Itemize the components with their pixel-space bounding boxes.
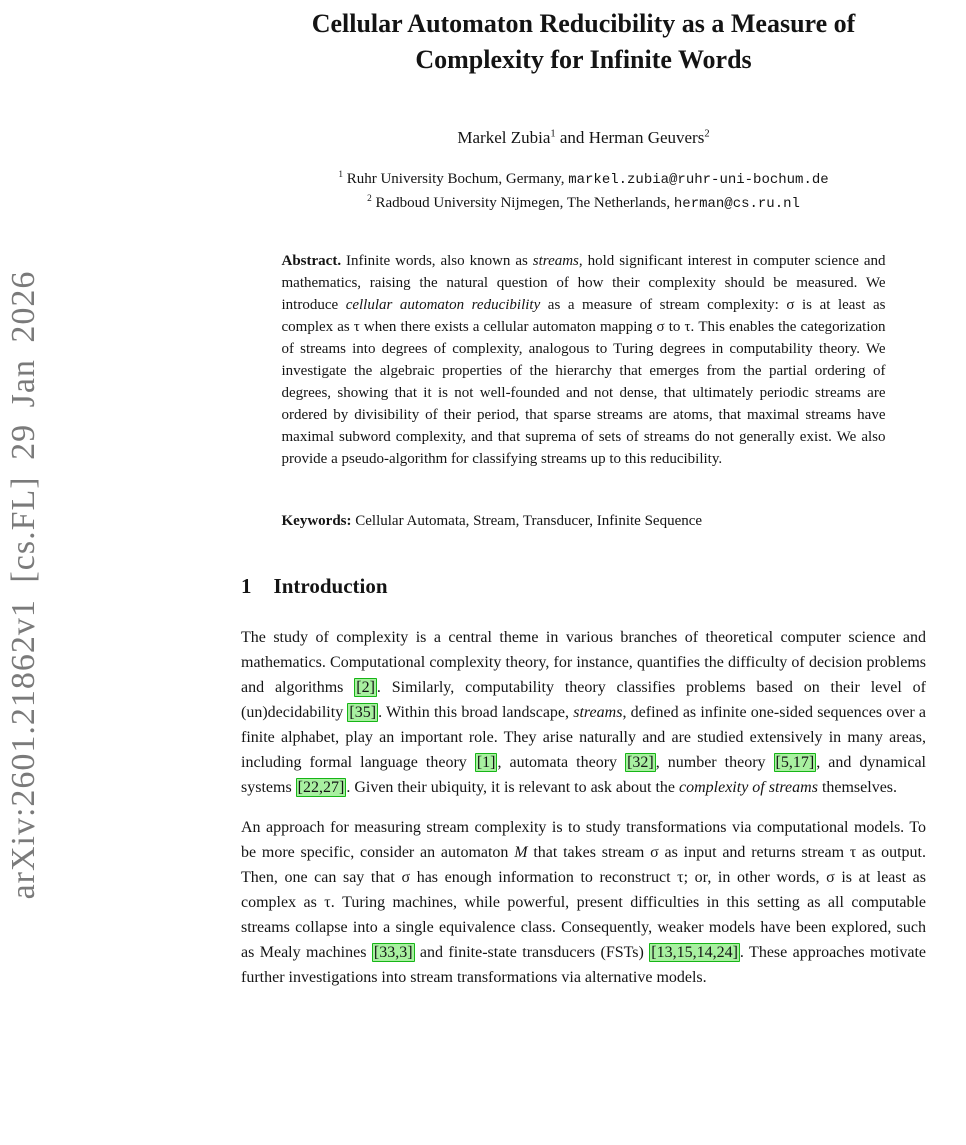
text-run-emphasis: streams [573, 704, 623, 721]
section-title: Introduction [273, 574, 388, 598]
keywords-label: Keywords: [281, 513, 352, 529]
affiliation-2 [241, 192, 926, 216]
keywords-line [282, 510, 886, 532]
text-run: as a measure of stream complexity: σ is at least as complex as τ when there exists a cellular automaton mapping σ to τ. This enables the categorization of streams into degrees of complexity, analogous to Turing degrees in computability theory. We investigate the algebraic properties of the hierarchy that emerges from the partial ordering of degrees, showing that it is not well-founded and not dense, that ultimately periodic streams are ordered by divisibility of their period, that sparse streams are atoms, that maximal streams have maximal subword complexity, and that suprema of sets of streams do not generally exist. We also provide a pseudo-algorithm for classifying streams up to this reducibility. [281, 297, 886, 467]
affiliation-1-email: markel.zubia@ruhr-uni-bochum.de [568, 172, 829, 188]
author-1-name: Markel Zubia [457, 128, 551, 147]
citation-link[interactable]: [2] [356, 679, 375, 696]
text-run-emphasis: cellular automaton reducibility [345, 297, 541, 313]
text-run: . Given their ubiquity, it is relevant to ask about the [346, 779, 679, 796]
affiliation-1 [241, 168, 926, 192]
text-run-emphasis: complexity of streams [679, 779, 818, 796]
title-line-1: Cellular Automaton Reducibility as a Measure of [311, 9, 856, 38]
affiliation-2-email: herman@cs.ru.nl [673, 196, 800, 212]
text-run: and finite-state transducers (FSTs) [414, 944, 650, 961]
text-run: . Within this broad landscape, [378, 704, 574, 721]
text-run: , and dynamical systems [241, 754, 926, 796]
affiliation-2-text: Radboud University Nijmegen, The Netherlands, [375, 195, 674, 211]
text-run: themselves. [817, 779, 898, 796]
text-run: , number theory [655, 754, 774, 771]
citation-link[interactable]: [5,17] [775, 754, 815, 771]
paper-title [241, 6, 926, 78]
citation-link[interactable]: [1] [476, 754, 496, 771]
affiliation-1-text: Ruhr University Bochum, Germany, [346, 171, 569, 187]
abstract [282, 250, 886, 470]
intro-paragraph-2 [241, 815, 926, 990]
citation-link[interactable]: [13,15,14,24] [651, 944, 738, 961]
authors-separator: and [555, 128, 589, 147]
arxiv-watermark: arXiv:2601.21862v1 [cs.FL] 29 Jan 2026 [5, 270, 42, 900]
text-run: Infinite words, also known as [341, 253, 533, 269]
keywords-text: Cellular Automata, Stream, Transducer, Infinite Sequence [351, 513, 703, 529]
text-run: The study of complexity is a central theme in various branches of theoretical computer science and mathematics. Computational complexity theory, for instance, quantifies the difficulty of decision problems and algorithms [241, 629, 926, 696]
affiliation-2-marker: 2 [367, 194, 372, 204]
title-line-2: Complexity for Infinite Words [415, 45, 752, 74]
text-run: , hold significant interest in computer science and mathematics, raising the natural question of how their complexity should be measured. We introduce [281, 253, 886, 313]
author-2-name: Herman Geuvers [588, 128, 705, 147]
authors-line [241, 128, 926, 148]
text-run: , automata theory [497, 754, 626, 771]
section-heading-introduction [241, 574, 926, 599]
text-run: , defined as infinite one-sided sequences over a finite alphabet, play an important role. They arise naturally and are studied extensively in many areas, including formal language theory [241, 704, 927, 771]
affiliation-1-marker: 1 [338, 170, 343, 180]
text-run: An approach for measuring stream complexity is to study transformations via computational models. To be more specific, consider an automaton [241, 819, 926, 861]
text-run: that takes stream σ as input and returns stream τ as output. Then, one can say that σ has enough information to reconstruct τ; or, in other words, σ is at least as complex as τ. Turing machines, while powerful, present difficulties in this setting as all computable streams collapse into a single equivalence class. Consequently, weaker models have been explored, such as Mealy machines [241, 844, 927, 961]
intro-paragraph-1 [241, 625, 926, 800]
citation-link[interactable]: [33,3] [373, 944, 413, 961]
text-run: . These approaches motivate further investigations into stream transformations via alternative models. [241, 944, 927, 986]
math-variable: M [514, 844, 528, 861]
affiliations-block [241, 168, 926, 216]
text-run-emphasis: streams [532, 253, 579, 269]
author-1-affiliation-mark: 1 [550, 128, 556, 140]
text-run: . Similarly, computability theory classifies problems based on their level of (un)decidability [241, 679, 926, 721]
paper-content [241, 0, 926, 990]
section-number: 1 [241, 574, 252, 598]
citation-link[interactable]: [22,27] [297, 779, 345, 796]
citation-link[interactable]: [35] [349, 704, 377, 721]
author-2-affiliation-mark: 2 [704, 128, 710, 140]
citation-link[interactable]: [32] [627, 754, 654, 771]
abstract-label: Abstract. [281, 253, 342, 269]
